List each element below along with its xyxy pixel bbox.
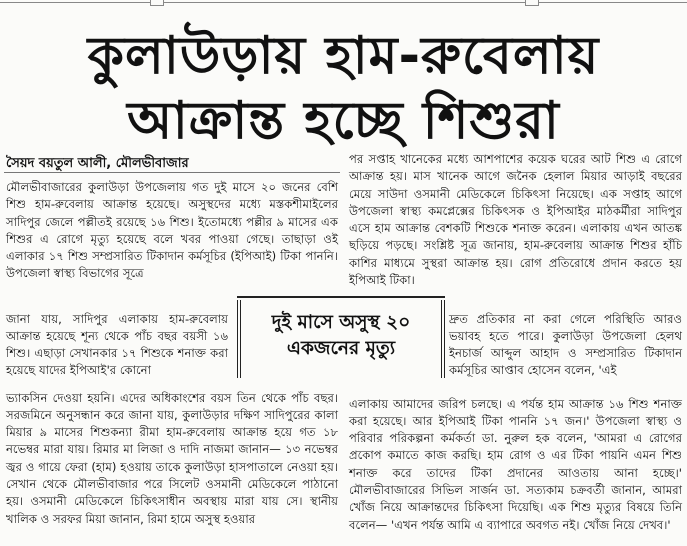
article-body-right-bottom: এলাকায় আমাদের জরিপ চলছে। এ পর্যন্ত হাম আক্রান্ত ১৬ শিশু শনাক্ত করা হয়েছে। আর ইপিআই টিকা পাননি ১৭ জন।' উপজেলা স্বাস্থ্য ও পরিবার পরিকল্পনা কর্মকর্তা ডা. নুরুল হক বলেন, 'আমরা এ রোগের প্রকোপ কমাতে কাজ করছি। হাম রোগ ও এর টিকা পায়নি এমন শিশু শনাক্ত করে তাদের টিকা প্রদানের আওতায় আনা হচ্ছে।' মৌলভীবাজারের সিভিল সার্জন ডা. সত্যকাম চক্রবর্তী জানান, আমরা খোঁজ নিয়ে আক্রান্তদের চিকিৎসা দিয়েছি। এক শিশু মৃত্যুর বিষয়ে তিনি বলেন— 'এখন পর্যন্ত আমি এ ব্যাপারে অবগত নই। খোঁজ নিয়ে দেখব।' [349, 396, 682, 532]
top-border [0, 0, 687, 5]
pull-quote-line-1: দুই মাসে অসুস্থ ২০ [271, 312, 411, 333]
article-body-right-wrap: দ্রুত প্রতিকার না করা গেলে পরিস্থিতি আরও ভয়াবহ হতে পারে। কুলাউড়া উপজেলা হেলথ ইনচার্জ আব্দুল আহাদ ও সম্প্রসারিত টিকাদান কর্মসূচির আপ্তাব হোসেন বলেন, 'এই [449, 311, 682, 378]
pull-quote-line-2: একজনের মৃত্যু [286, 338, 396, 359]
article-body-left-bottom: ভ্যাকসিন দেওয়া হয়নি। এদের অধিকাংশের বয়স তিন থেকে পাঁচ বছর। সরজমিনে অনুসন্ধান করে জানা যায়, কুলাউড়ার দক্ষিণ সাদিপুরের কালা মিয়ার ৯ মাসের শিশুকন্যা রীমা হাম-রুবেলায় আক্রান্ত হয়ে গত ১৮ নভেম্বর মারা যায়। রিমার মা লিজা ও দাদি নাজমা জানান— ১৩ নভেম্বর জ্বর ও গায়ে ফেরা (হাম) হওয়ায় তাকে কুলাউড়া হাসপাতালে নেওয়া হয়। সেখান থেকে মৌলভীবাজার পরে সিলেট ওসমানী মেডিকেলে পাঠানো হয়। ওসমানী মেডিকেলে চিকিৎসাধীন অবস্থায় মারা যায় সে। স্থানীয় খালিক ও সরফর মিয়া জানান, রিমা হামে অসুস্থ হওয়ার [6, 390, 338, 526]
headline-line-1: কুলাউড়ায় হাম-রুবেলায় [87, 26, 600, 86]
byline-divider [4, 172, 340, 173]
article-body-right-top: পর সপ্তাহ খানেকের মধ্যে আশপাশের কয়েক ঘরের আট শিশু এ রোগে আক্রান্ত হয়। মাস খানেক আগে জনৈক হেলাল মিয়ার আড়াই বছরের মেয়ে সাউদা ওসমানী মেডিকেলে চিকিৎসা নিয়েছে। এক সপ্তাহ আগে উপজেলা স্বাস্থ্য কমপ্লেক্সের চিকিৎসক ও ইপিআইর মাঠকর্মীরা সাদিপুর এসে হাম আক্রান্ত বেশকটি শিশুকে শনাক্ত করেন। এলাকায় এখন আতঙ্ক ছড়িয়ে পড়ছে। সংশ্লিষ্ট সূত্র জানায়, হাম-রুবেলায় আক্রান্ত শিশুর হাঁচি কাশির মাধ্যমে সুস্থরা আক্রান্ত হয়। রোগ প্রতিরোধে প্রদান করতে হয় ইপিআই টিকা। [349, 152, 682, 288]
article-body-left-top: মৌলভীবাজারের কুলাউড়া উপজেলায় গত দুই মাসে ২০ জনের বেশি শিশু হাম-রুবেলায় আক্রান্ত হয়েছে। অসুস্থদের মধ্যে মস্তকশীমাইলের সাদিপুর জেলে পল্লীতই রয়েছে ১৬ শিশু। ইতোমধ্যে পল্লীর ৯ মাসের এক শিশুর এ রোগে মৃত্যু হয়েছে বলে খবর পাওয়া গেছে। তাছাড়া ওই এলাকার ১৭ শিশু সম্প্রসারিত টিকাদান কর্মসূচির (ইপিআই) টিকা পাননি। উপজেলা স্বাস্থ্য বিভাগের সূত্রে [6, 180, 338, 281]
headline-line-2: আক্রান্ত হচ্ছে শিশুরা [127, 91, 560, 151]
pull-quote-box [237, 300, 445, 378]
byline: সৈয়দ বয়তুল আলী, মৌলভীবাজার [6, 156, 189, 171]
article-body-left-wrap: জানা যায়, সাদিপুর এলাকায় হাম-রুবেলায় আক্রান্ত হয়েছে শূন্য থেকে পাঁচ বছর বয়সী ১৬ শিশু। এছাড়া সেখানকার ১৭ শিশুকে শনাক্ত করা হয়েছে যাদের ইপিআই'র কোনো [6, 311, 228, 378]
